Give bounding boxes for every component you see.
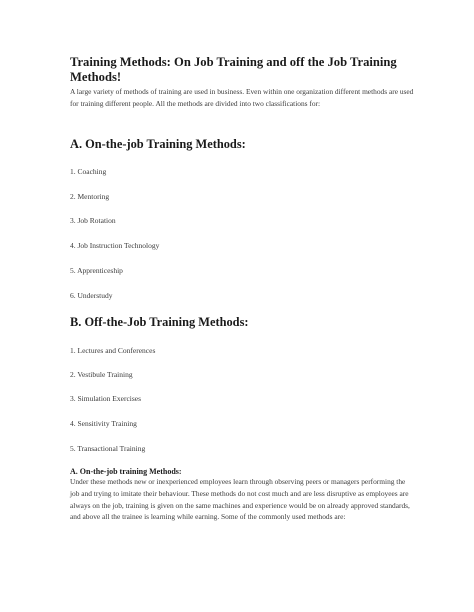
list-item: 2. Mentoring bbox=[70, 192, 110, 201]
list-item: 4. Job Instruction Technology bbox=[70, 241, 160, 250]
list-item: 3. Job Rotation bbox=[70, 216, 116, 225]
list-item: 4. Sensitivity Training bbox=[70, 419, 137, 428]
list-item: 6. Understudy bbox=[70, 291, 113, 300]
intro-paragraph: A large variety of methods of training are used in business. Even within one organization different methods are used for training different people. All the methods are divided into two classifications for: bbox=[70, 87, 414, 108]
list-item: 5. Apprenticeship bbox=[70, 266, 123, 275]
list-item: 5. Transactional Training bbox=[70, 444, 146, 453]
section-a-heading: A. On-the-job Training Methods: bbox=[70, 137, 246, 151]
detail-heading: A. On-the-job training Methods: bbox=[70, 467, 182, 476]
list-item: 3. Simulation Exercises bbox=[70, 394, 142, 403]
list-item: 2. Vestibule Training bbox=[70, 370, 133, 379]
section-b-heading: B. Off-the-Job Training Methods: bbox=[70, 315, 249, 329]
list-item: 1. Lectures and Conferences bbox=[70, 346, 156, 355]
detail-paragraph: Under these methods new or inexperienced employees learn through observing peers or managers performing the job and trying to imitate their behaviour. These methods do not cost much and are less disruptive as employees are always on the job, training is given on the same machines and experience would be on already approved standards, and above all the trainee is learning while earning. Some of the commonly used methods are: bbox=[70, 477, 410, 522]
document-title: Training Methods: On Job Training and off the Job Training Methods! bbox=[70, 55, 397, 84]
list-item: 1. Coaching bbox=[70, 167, 107, 176]
document-page bbox=[70, 55, 415, 522]
